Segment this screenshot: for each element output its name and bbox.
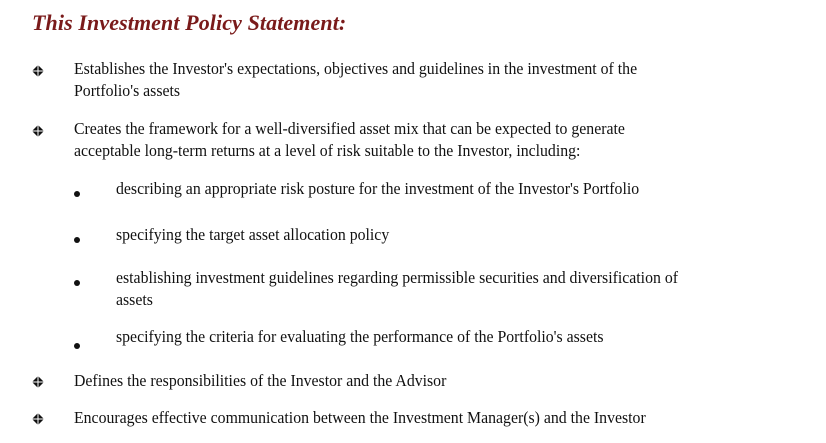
- round-bullet-icon: [74, 237, 80, 243]
- point-text-line: Creates the framework for a well-diversified asset mix that can be expected to generate: [74, 119, 625, 138]
- point-text-line: acceptable long-term returns at a level of risk suitable to the Investor, including:: [74, 141, 581, 160]
- point-text-line: Encourages effective communication between the Investment Manager(s) and the Investor: [74, 408, 646, 427]
- policy-point-responsibilities: [74, 370, 446, 392]
- diamond-bullet-icon: [32, 65, 44, 77]
- policy-point-framework: [74, 118, 625, 162]
- diamond-bullet-icon: [32, 125, 44, 137]
- subpoint-risk-posture: [116, 178, 639, 200]
- subpoint-text-line: describing an appropriate risk posture for the investment of the Investor's Portfolio: [116, 179, 640, 198]
- subpoint-text-line: specifying the target asset allocation policy: [116, 225, 390, 244]
- subpoint-investment-guidelines: [116, 267, 678, 311]
- policy-point-expectations: [74, 58, 637, 102]
- subpoint-text-line: assets: [116, 290, 153, 309]
- diamond-bullet-icon: [32, 376, 44, 388]
- subpoint-text-line: specifying the criteria for evaluating the performance of the Portfolio's assets: [116, 327, 604, 346]
- round-bullet-icon: [74, 343, 80, 349]
- document-title: This Investment Policy Statement:: [32, 10, 347, 35]
- point-text-line: Defines the responsibilities of the Investor and the Advisor: [74, 371, 447, 390]
- subpoint-asset-allocation: [116, 224, 389, 246]
- round-bullet-icon: [74, 280, 80, 286]
- diamond-bullet-icon: [32, 413, 44, 425]
- policy-point-communication: [74, 407, 646, 429]
- point-text-line: Portfolio's assets: [74, 81, 181, 100]
- point-text-line: Establishes the Investor's expectations, objectives and guidelines in the investment of the: [74, 59, 638, 78]
- round-bullet-icon: [74, 191, 80, 197]
- subpoint-text-line: establishing investment guidelines regarding permissible securities and diversification of: [116, 268, 678, 287]
- subpoint-performance-criteria: [116, 326, 604, 348]
